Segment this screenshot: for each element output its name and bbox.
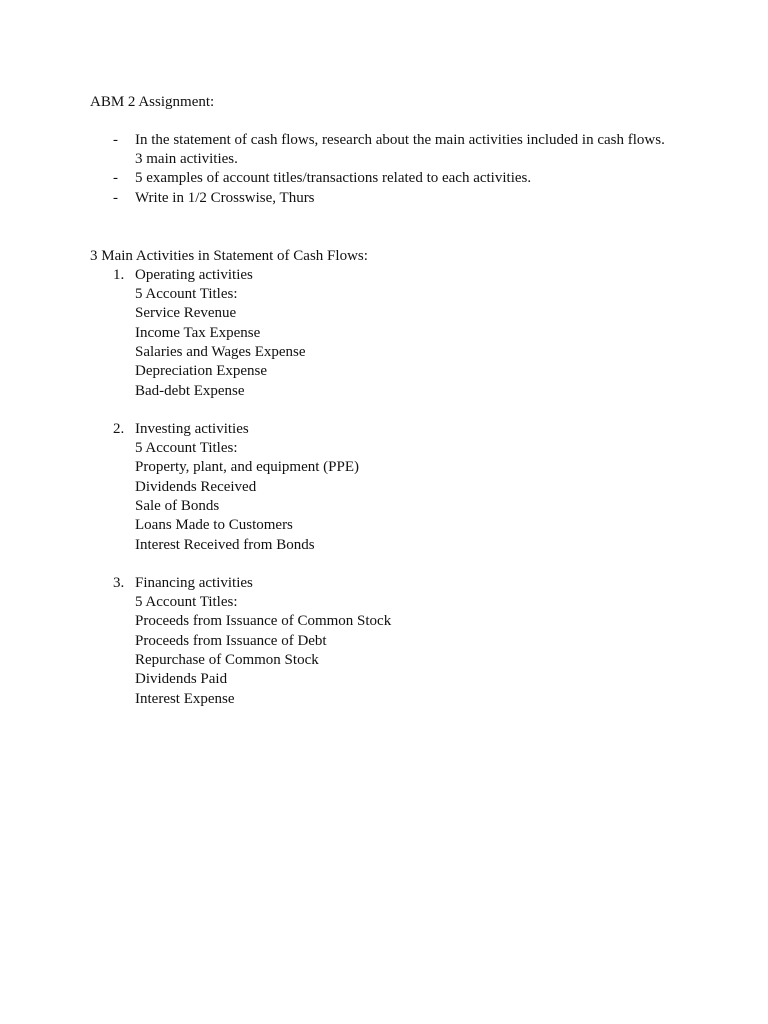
account-title: Depreciation Expense (135, 363, 268, 379)
account-title: Interest Received from Bonds (135, 537, 315, 553)
account-title: Dividends Paid (135, 671, 228, 687)
account-title: Bad-debt Expense (135, 383, 245, 399)
account-title: Proceeds from Issuance of Common Stock (135, 613, 392, 629)
account-title: Salaries and Wages Expense (135, 344, 306, 360)
account-title: Service Revenue (135, 305, 237, 321)
activity-number: 1. (113, 267, 125, 283)
account-title: Proceeds from Issuance of Debt (135, 633, 327, 649)
account-title: Dividends Received (135, 479, 257, 495)
instruction-text: 5 examples of account titles/transactions related to each activities. (135, 170, 532, 186)
account-title: Sale of Bonds (135, 498, 220, 514)
instruction-marker: - (113, 190, 118, 206)
instruction-text: In the statement of cash flows, research about the main activities included in cash flows. (135, 132, 665, 148)
account-title: Loans Made to Customers (135, 517, 293, 533)
instruction-marker: - (113, 132, 118, 148)
activity-name: Operating activities (135, 267, 253, 283)
account-titles-subheading: 5 Account Titles: (135, 594, 238, 610)
activity-name: Financing activities (135, 575, 253, 591)
account-titles-subheading: 5 Account Titles: (135, 286, 238, 302)
instruction-marker: - (113, 170, 118, 186)
account-title: Repurchase of Common Stock (135, 652, 319, 668)
instruction-text: Write in 1/2 Crosswise, Thurs (135, 190, 315, 206)
account-title: Income Tax Expense (135, 325, 261, 341)
activity-number: 3. (113, 575, 125, 591)
activity-name: Investing activities (135, 421, 249, 437)
activity-number: 2. (113, 421, 125, 437)
instruction-text-continued: 3 main activities. (135, 151, 238, 167)
assignment-title: ABM 2 Assignment: (90, 94, 215, 110)
account-title: Interest Expense (135, 691, 235, 707)
account-titles-subheading: 5 Account Titles: (135, 440, 238, 456)
account-title: Property, plant, and equipment (PPE) (135, 459, 359, 475)
section-heading: 3 Main Activities in Statement of Cash Flows: (90, 248, 368, 264)
